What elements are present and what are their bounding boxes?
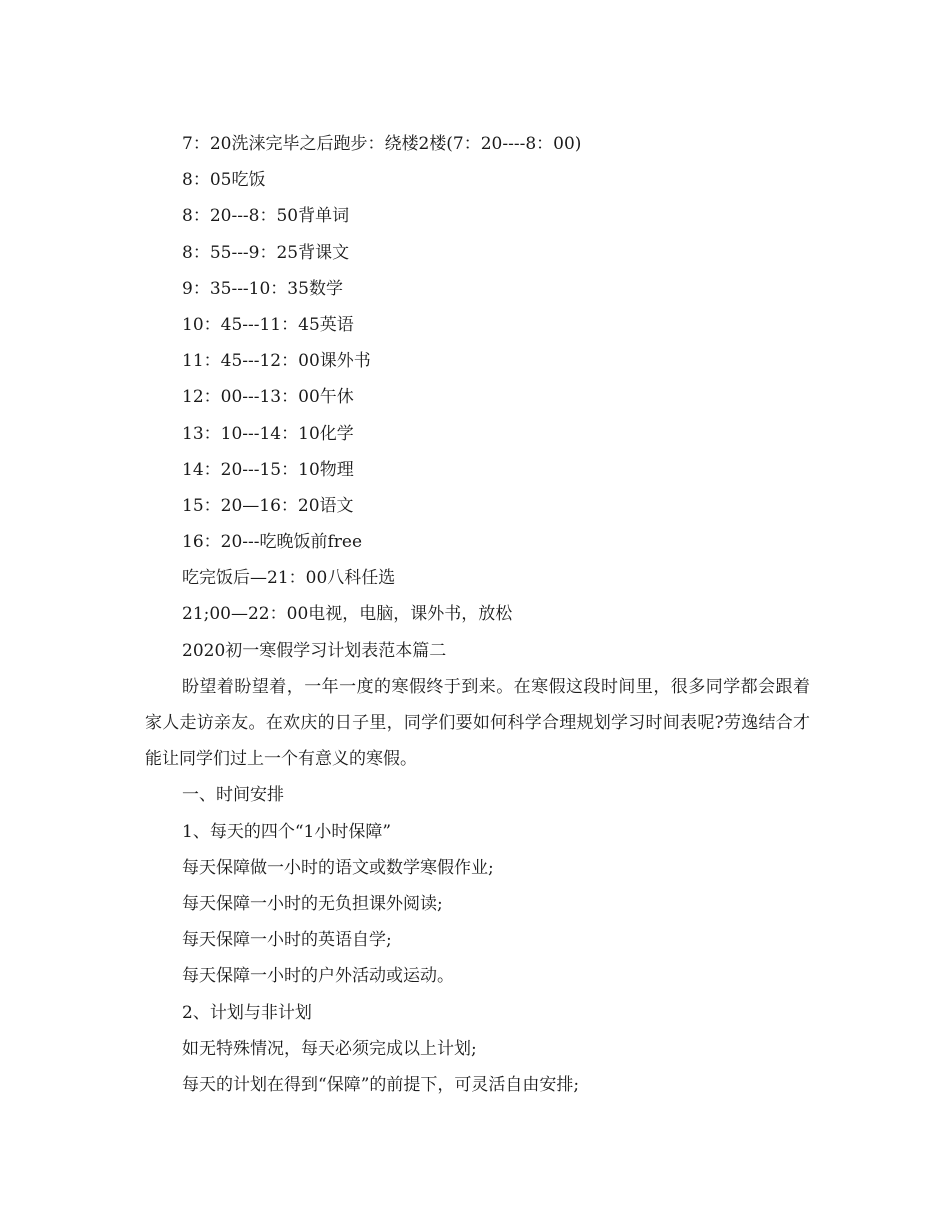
- schedule-line: 16：20---吃晚饭前free: [182, 532, 363, 553]
- guarantee-item: 每天保障一小时的英语自学;: [182, 930, 392, 951]
- guarantee-item: 每天保障一小时的无负担课外阅读;: [182, 893, 443, 914]
- document-body: [145, 126, 810, 1103]
- schedule-line: 10：45---11：45英语: [182, 314, 354, 335]
- plan-line: 每天的计划在得到“保障”的前提下，可灵活自由安排;: [182, 1074, 580, 1095]
- schedule-line: 15：20—16：20语文: [182, 495, 354, 516]
- schedule-line: 14：20---15：10物理: [182, 459, 354, 480]
- plan-line: 如无特殊情况，每天必须完成以上计划;: [182, 1038, 477, 1059]
- schedule-line: 12：00---13：00午休: [182, 387, 354, 408]
- schedule-line: 7：20洗涞完毕之后跑步：绕楼2楼(7：20----8：00): [182, 134, 582, 154]
- schedule-line: 8：55---9：25背课文: [182, 242, 350, 263]
- schedule-line: 8：20---8：50背单词: [182, 206, 350, 227]
- intro-paragraph: 盼望着盼望着，一年一度的寒假终于到来。在寒假这段时间里，很多同学都会跟着家人走访亲友。在欢庆的日子里，同学们要如何科学合理规划学习时间表呢?劳逸结合才能让同学们过上一个有意义的寒假。: [145, 676, 810, 770]
- subheading-guarantees: 1、每天的四个“1小时保障”: [182, 821, 392, 842]
- schedule-line: 8：05吃饭: [182, 170, 266, 191]
- guarantee-item: 每天保障做一小时的语文或数学寒假作业;: [182, 857, 494, 878]
- schedule-line: 13：10---14：10化学: [182, 423, 354, 444]
- section-title: 2020初一寒假学习计划表范本篇二: [182, 640, 447, 661]
- subheading-plan: 2、计划与非计划: [182, 1002, 312, 1023]
- schedule-line: 21;00—22：00电视，电脑，课外书，放松: [182, 604, 513, 625]
- schedule-line: 11：45---12：00课外书: [182, 351, 371, 372]
- heading-time-arrangement: 一、时间安排: [182, 785, 284, 806]
- schedule-line: 9：35---10：35数学: [182, 278, 343, 299]
- guarantee-item: 每天保障一小时的户外活动或运动。: [182, 966, 454, 987]
- schedule-line: 吃完饭后—21：00八科任选: [182, 568, 396, 589]
